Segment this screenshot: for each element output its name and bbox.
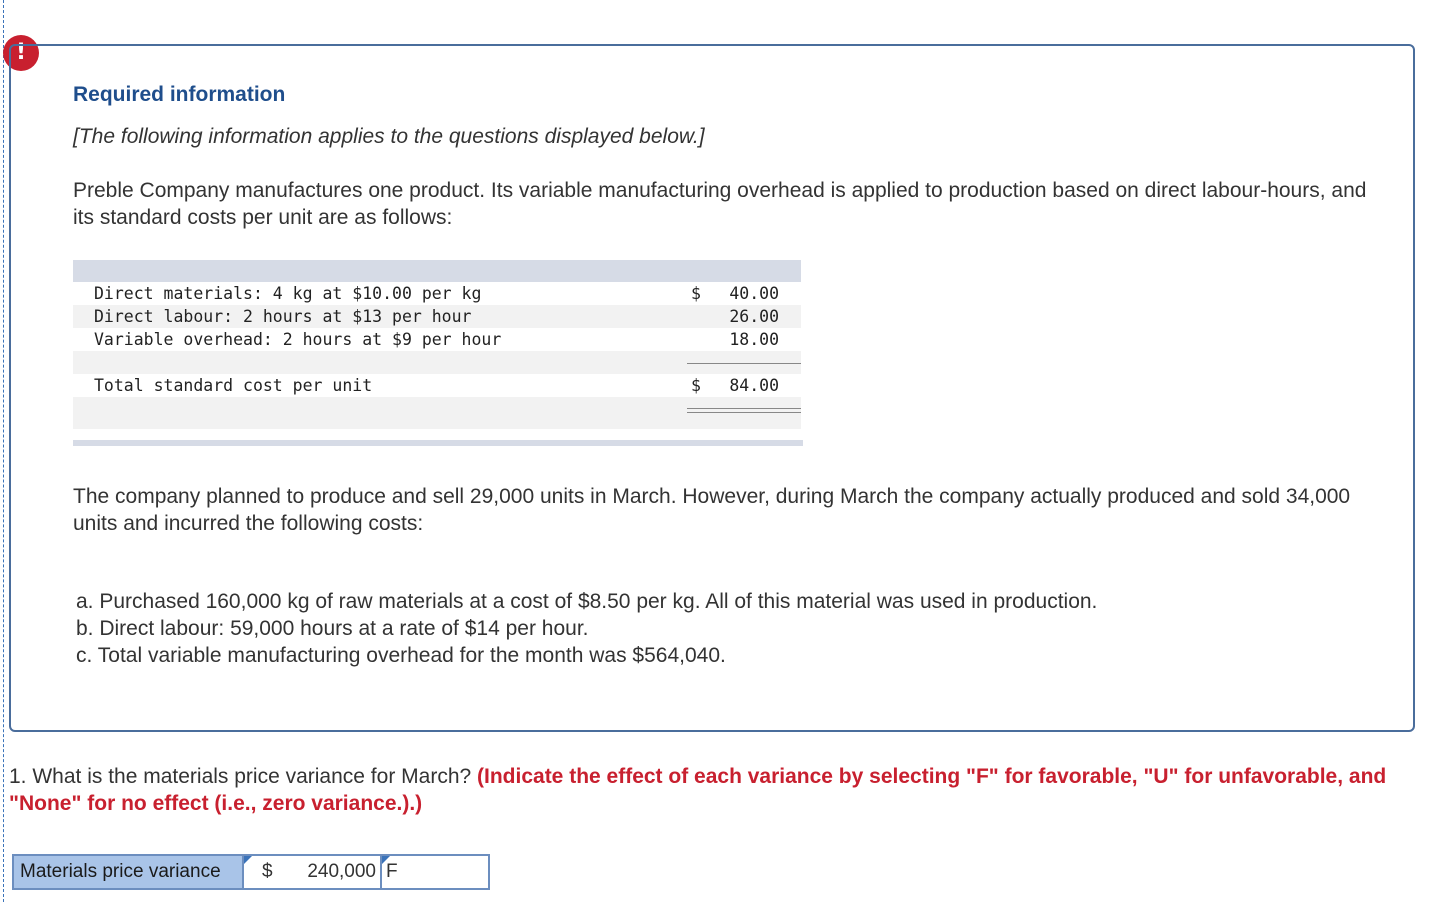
planned-paragraph: The company planned to produce and sell 29,000 units in March. However, during March the company actually produced and sold 34,000 units and incurred the following costs: <box>73 485 1351 535</box>
alert-icon: ! <box>3 35 39 71</box>
table-row <box>73 282 801 305</box>
selected-effect: F <box>386 861 398 882</box>
answer-label: Materials price variance <box>14 856 244 888</box>
total-amount: 84.00 <box>729 376 779 395</box>
total-label: Total standard cost per unit <box>94 376 373 395</box>
row-label: Direct materials: 4 kg at $10.00 per kg <box>94 284 482 303</box>
subtotal-underline <box>687 363 801 364</box>
materials-price-variance-input[interactable] <box>244 856 382 888</box>
answer-currency: $ <box>262 861 273 882</box>
row-label: Direct labour: 2 hours at $13 per hour <box>94 307 472 326</box>
total-currency: $ <box>691 376 701 395</box>
required-info-subtitle: [The following information applies to the questions displayed below.] <box>73 125 705 148</box>
answer-row <box>12 854 490 890</box>
row-label: Variable overhead: 2 hours at $9 per hour <box>94 330 502 349</box>
row-currency: $ <box>691 284 701 303</box>
question-text <box>9 763 1389 817</box>
standard-cost-table <box>73 260 801 429</box>
list-item: b. Direct labour: 59,000 hours at a rate of $14 per hour. <box>76 617 589 640</box>
required-info-title: Required information <box>73 83 286 106</box>
intro-paragraph: Preble Company manufactures one product. Its variable manufacturing overhead is applied to production based on direct labour-hours, and its standard costs per unit are as follows: <box>73 179 1367 229</box>
list-item: c. Total variable manufacturing overhead for the month was $564,040. <box>76 644 726 667</box>
table-row <box>73 328 801 351</box>
flag-marker-icon <box>244 856 252 864</box>
table-footer-bar <box>73 440 803 446</box>
row-amount: 26.00 <box>729 307 779 326</box>
total-double-underline <box>687 408 801 413</box>
left-dashed-border <box>3 0 4 902</box>
flag-marker-icon <box>382 856 390 864</box>
table-row <box>73 305 801 328</box>
answer-value: 240,000 <box>307 861 376 882</box>
row-amount: 18.00 <box>729 330 779 349</box>
actual-costs-list <box>76 588 1097 669</box>
table-spacer-row <box>73 397 801 429</box>
row-amount: 40.00 <box>729 284 779 303</box>
variance-effect-select[interactable] <box>382 856 488 888</box>
list-item: a. Purchased 160,000 kg of raw materials at a cost of $8.50 per kg. All of this material was used in production. <box>76 590 1098 613</box>
question-instruction: (Indicate the effect of each variance by selecting "F" for favorable, "U" for unfavorable, and "None" for no effect (i.e., zero variance.).) <box>9 765 1387 815</box>
table-header-bar <box>73 260 801 282</box>
question-prompt: 1. What is the materials price variance for March? <box>9 765 478 788</box>
table-total-row <box>73 374 801 397</box>
